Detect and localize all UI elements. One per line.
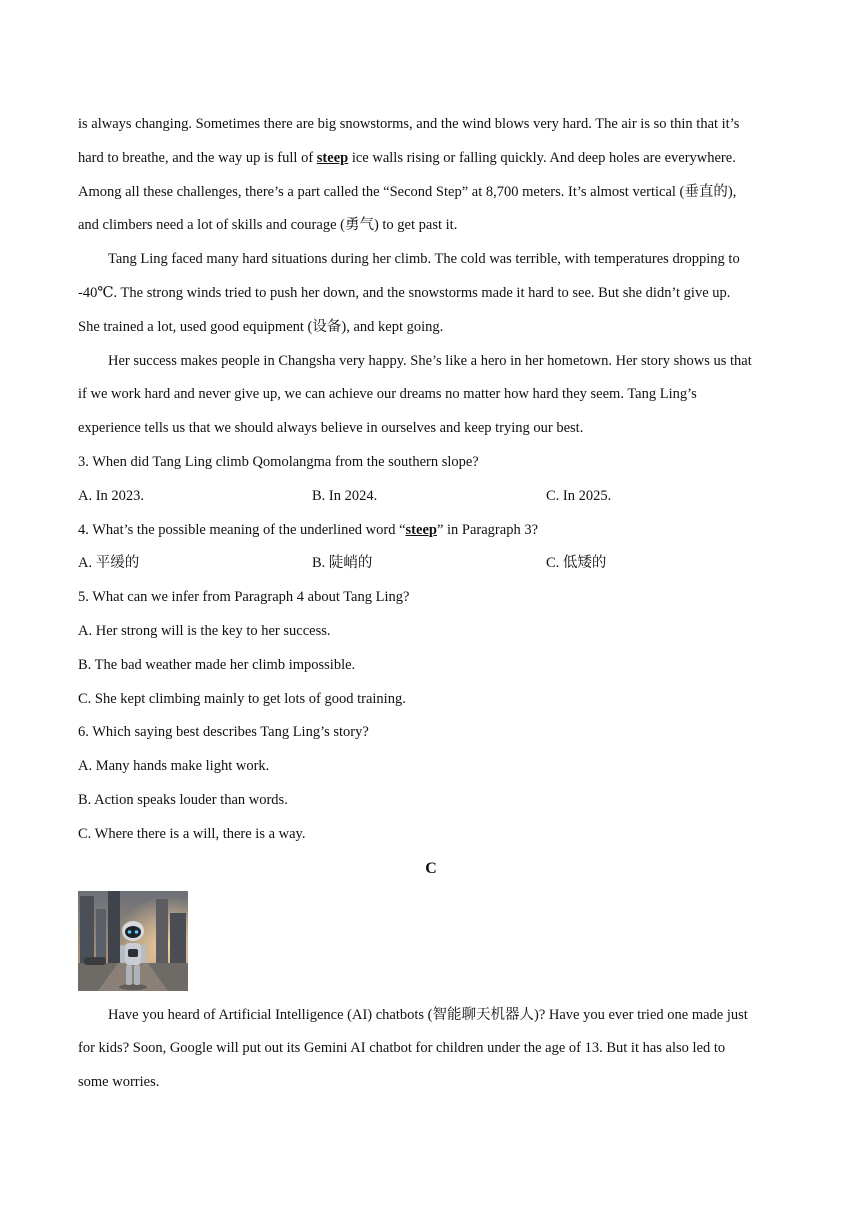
option-row — [78, 547, 784, 581]
option-a: A. Her strong will is the key to her success. — [78, 622, 331, 639]
document-page — [78, 108, 784, 1100]
question-stem — [78, 514, 784, 548]
text-line: Her success makes people in Changsha very happy. She’s like a hero in her hometown. Her story shows us that — [108, 352, 752, 369]
text-segment: ” in Paragraph 3? — [436, 521, 539, 538]
text-line: experience tells us that we should always believe in ourselves and keep trying our best. — [78, 420, 584, 437]
text-segment: 4. What’s the possible meaning of the underlined word “ — [78, 521, 406, 538]
section-title: C — [425, 859, 437, 877]
question-5 — [78, 581, 784, 716]
underlined-word-steep: steep — [405, 521, 437, 538]
option-b: B. 陡峭的 — [312, 555, 373, 572]
text-segment: ice walls rising or falling quickly. And deep holes are everywhere. — [348, 149, 736, 166]
option-b: B. Action speaks louder than words. — [78, 791, 288, 808]
text-line: Tang Ling faced many hard situations during her climb. The cold was terrible, with temperatures dropping to — [108, 251, 740, 268]
robot-photo-icon — [78, 891, 188, 991]
question-stem: 6. Which saying best describes Tang Ling’s story? — [78, 724, 369, 741]
option-c: C. In 2025. — [546, 487, 612, 504]
question-stem: 3. When did Tang Ling climb Qomolangma from the southern slope? — [78, 453, 479, 470]
text-line: She trained a lot, used good equipment (设备), and kept going. — [78, 318, 444, 335]
question-6 — [78, 716, 784, 851]
paragraph-c1 — [78, 999, 784, 1100]
option-c: C. Where there is a will, there is a way. — [78, 825, 306, 842]
question-stem: 5. What can we infer from Paragraph 4 about Tang Ling? — [78, 589, 410, 606]
option-b: B. In 2024. — [312, 487, 378, 504]
text-segment: hard to breathe, and the way up is full of — [78, 149, 317, 166]
text-line: if we work hard and never give up, we can achieve our dreams no matter how hard they seem. Tang Ling’s — [78, 386, 697, 403]
option-a: A. In 2023. — [78, 487, 145, 504]
option-c: C. 低矮的 — [546, 555, 607, 572]
option-a: A. 平缓的 — [78, 555, 140, 572]
option-row — [78, 480, 784, 514]
underlined-word-steep: steep — [316, 149, 349, 166]
question-4 — [78, 514, 784, 582]
paragraph-3 — [78, 108, 784, 243]
text-line: -40℃. The strong winds tried to push her down, and the snowstorms made it hard to see. But she didn’t give up. — [78, 284, 731, 301]
option-b: B. The bad weather made her climb impossible. — [78, 656, 356, 673]
text-line: and climbers need a lot of skills and courage (勇气) to get past it. — [78, 217, 458, 234]
text-line: Have you heard of Artificial Intelligence (AI) chatbots (智能聊天机器人)? Have you ever tried one made just — [108, 1006, 748, 1023]
question-3 — [78, 446, 784, 514]
text-line — [78, 142, 784, 176]
text-line: Among all these challenges, there’s a part called the “Second Step” at 8,700 meters. It’s almost vertical (垂直的), — [78, 183, 737, 200]
text-line: is always changing. Sometimes there are big snowstorms, and the wind blows very hard. The air is so thin that it’s — [78, 116, 740, 132]
paragraph-5 — [78, 345, 784, 446]
option-a: A. Many hands make light work. — [78, 758, 270, 775]
option-c: C. She kept climbing mainly to get lots of good training. — [78, 690, 406, 707]
paragraph-4 — [78, 243, 784, 344]
text-line: some worries. — [78, 1074, 160, 1091]
text-line: for kids? Soon, Google will put out its Gemini AI chatbot for children under the age of 13. But it has also led to — [78, 1040, 726, 1057]
